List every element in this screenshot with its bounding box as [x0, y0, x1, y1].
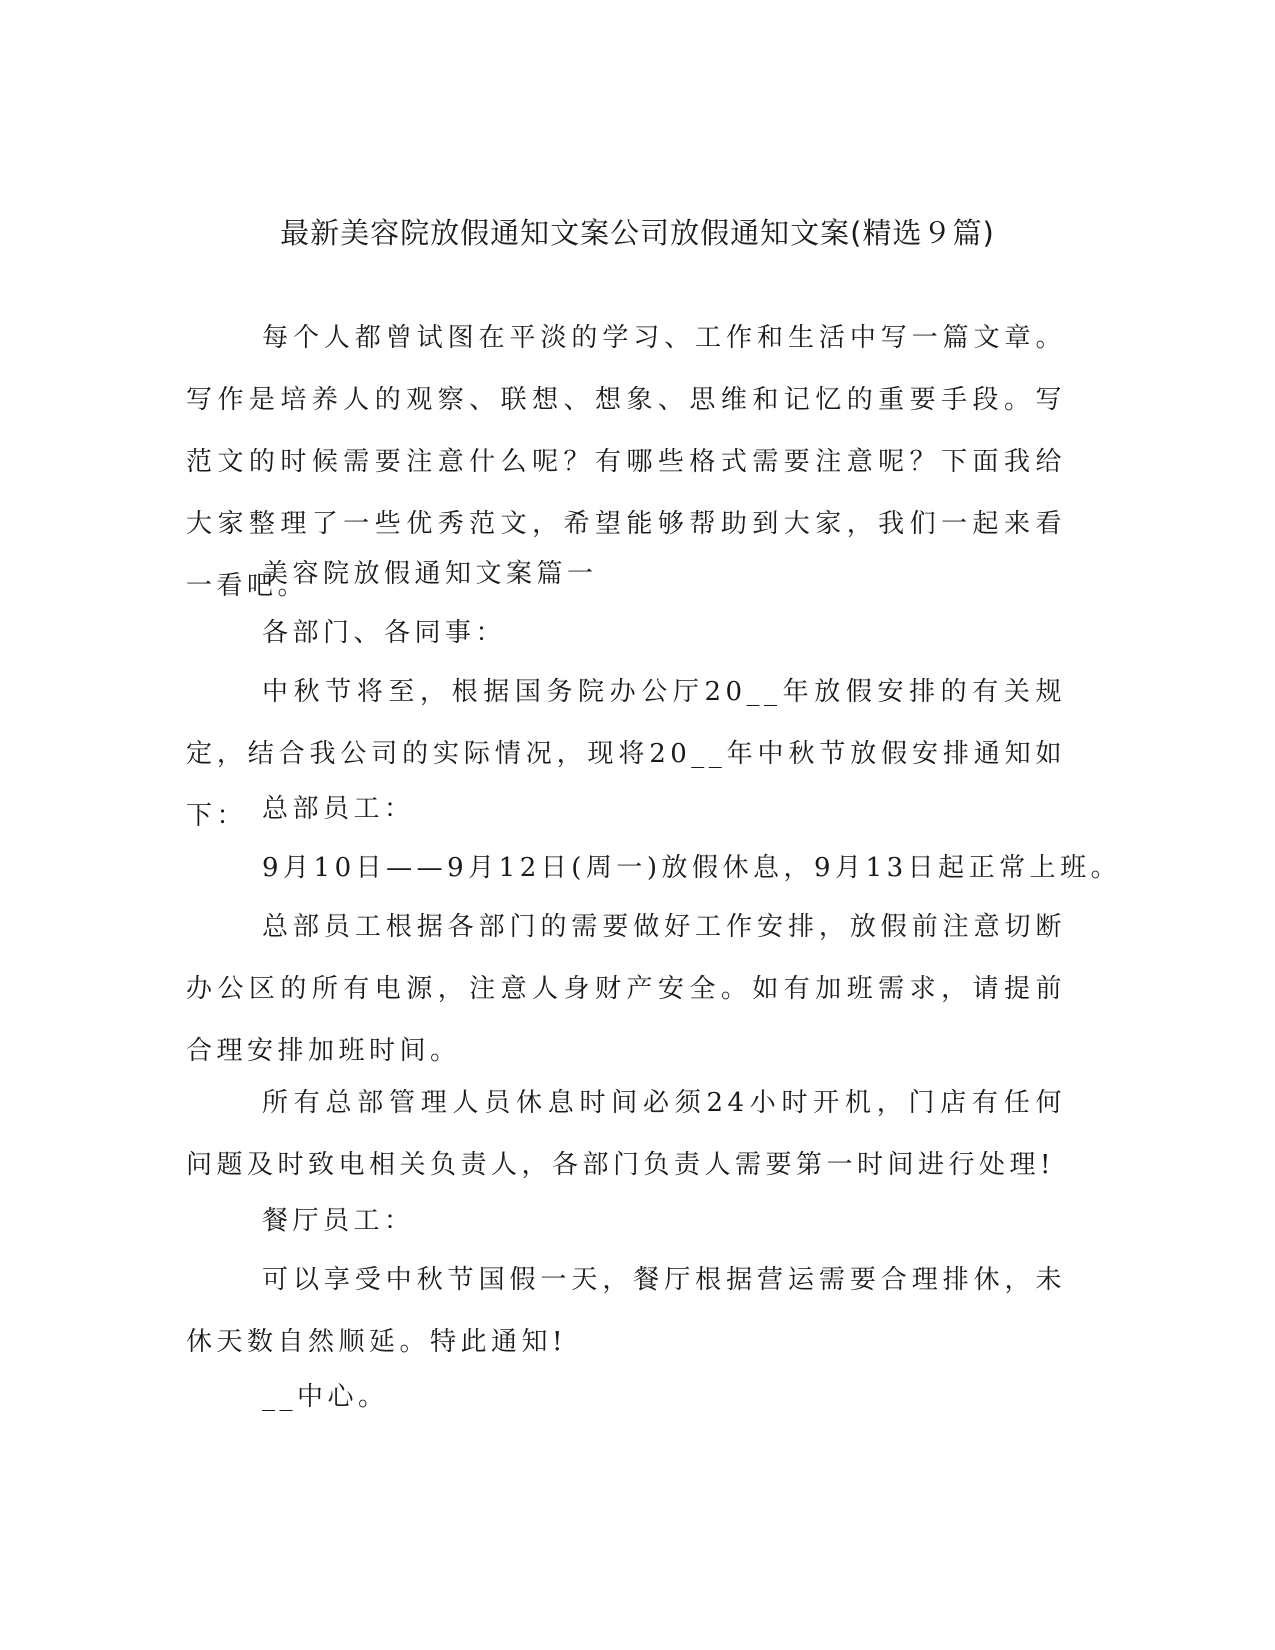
hq-holiday-dates: 9月10日——9月12日(周一)放假休息，9月13日起正常上班。 [262, 853, 1122, 883]
intro-paragraph: 每个人都曾试图在平淡的学习、工作和生活中写一篇文章。写作是培养人的观察、联想、想象、思维和记忆的重要手段。写范文的时候需要注意什么呢？有哪些格式需要注意呢？下面我给大家整理了一些优秀范文，希望能够帮助到大家，我们一起来看一看吧。 [186, 323, 1066, 601]
restaurant-paragraph: 可以享受中秋节国假一天，餐厅根据营运需要合理排休，未休天数自然顺延。特此通知! [186, 1265, 1066, 1357]
document-title: 最新美容院放假通知文案公司放假通知文案(精选９篇) [280, 216, 995, 250]
management-paragraph: 所有总部管理人员休息时间必须24小时开机，门店有任何问题及时致电相关负责人，各部门负责人需要第一时间进行处理! [186, 1088, 1066, 1180]
restaurant-staff-heading: 餐厅员工： [262, 1206, 415, 1236]
notice-intro-paragraph: 中秋节将至，根据国务院办公厅20__年放假安排的有关规定，结合我公司的实际情况，现将20__年中秋节放假安排通知如下： [186, 677, 1066, 831]
section-heading-1: 美容院放假通知文案篇一 [262, 559, 598, 589]
hq-instructions-paragraph: 总部员工根据各部门的需要做好工作安排，放假前注意切断办公区的所有电源，注意人身财产安全。如有加班需求，请提前合理安排加班时间。 [186, 912, 1066, 1066]
signature-line: __中心。 [262, 1382, 389, 1412]
salutation: 各部门、各同事： [262, 618, 507, 648]
hq-staff-heading: 总部员工： [262, 794, 415, 824]
